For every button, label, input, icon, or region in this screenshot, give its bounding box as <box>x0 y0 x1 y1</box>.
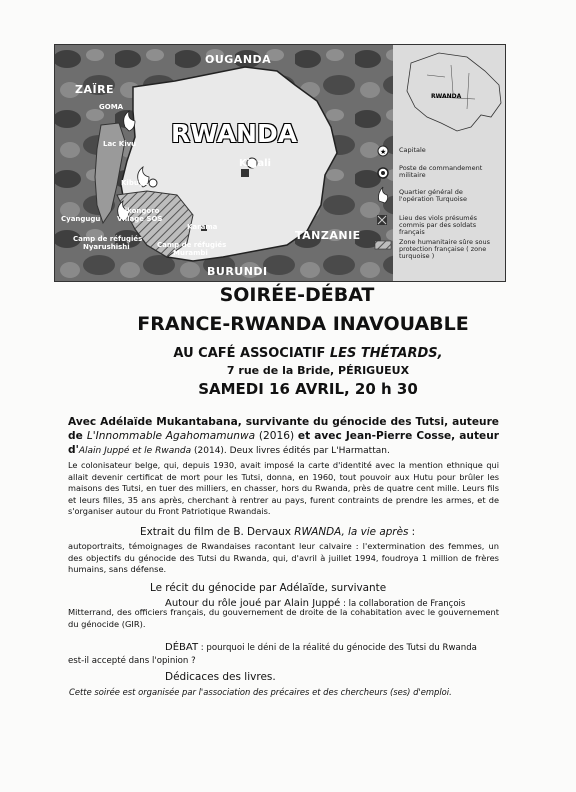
intro-book1: L'Innommable Agahomamunwa <box>86 430 256 442</box>
date-line: SAMEDI 16 AVRIL, 20 h 30 <box>198 380 418 398</box>
event-main-title: FRANCE-RWANDA INAVOUABLE <box>137 313 469 335</box>
intro-book2: Alain Juppé et le Rwanda <box>78 446 192 456</box>
camp-murambi-label: Camp de réfugiés <box>157 241 227 249</box>
address-line: 7 rue de la Bride, PÉRIGUEUX <box>226 364 410 377</box>
svg-text:★: ★ <box>380 148 387 156</box>
gikongoro-label: Gikongoro <box>119 207 160 215</box>
venue-line <box>0 346 576 361</box>
hatched-swatch-icon <box>375 241 391 249</box>
intro-d: (2014). Deux livres édités par L'Harmattan. <box>191 446 390 456</box>
kigali-label: Kigali <box>239 158 271 169</box>
history-paragraph: Le colonisateur belge, qui, depuis 1930, avait imposé la carte d'identité avec la mention ethnique qui allait devenir certificat de mort pour les Tutsi, donna, en 1960, tout pouvoir aux Hutu pour brûler les maisons des Tutsi, en tuer des milliers, en chasser, hors du Rwanda, près de quatre cent mille. Leurs fils et leurs filles, 35 ans après, cherchant à rentrer au pays, furent contraints de prendre les armes, et de s'organiser autour du Front Patriotique Rwandais. <box>68 460 499 517</box>
legend-zone: Zone humanitaire sûre sous protection française ( zone turquoise ) <box>399 238 490 260</box>
inset-rwanda-label: RWANDA <box>431 93 462 100</box>
debat-line <box>165 642 477 653</box>
film-title: RWANDA, la vie après <box>294 526 409 538</box>
legend-viols: Lieu des viols présumés commis par des soldats français <box>399 214 477 236</box>
intro-b: (2016) <box>255 430 298 442</box>
tanzania-label: TANZANIE <box>295 229 361 242</box>
village-sos-label: Village SOS <box>117 215 163 223</box>
film-description: autoportraits, témoignages de Rwandaises racontant leur calvaire : l'extermination des femmes, un des objectifs du génocide des Tutsi du Rwanda, qui, d'avril à juillet 1994, foudroya 1 million de frères humains, sans défense. <box>68 541 499 574</box>
cyangugu-label: Cyangugu <box>61 215 101 223</box>
juppe-desc-start: : la collaboration de François <box>340 599 466 609</box>
organizer-footer: Cette soirée est organisée par l'association des précaires et des chercheurs (ses) d'emploi. <box>69 687 452 697</box>
karama-label: Karama <box>187 223 218 231</box>
venue-prefix: AU CAFÉ ASSOCIATIF <box>173 346 330 361</box>
intro-a: Avec Adélaïde Mukantabana, survivante du génocide des Tutsi, auteure de <box>68 416 499 442</box>
film-line <box>140 526 415 538</box>
uganda-label: OUGANDA <box>205 53 272 66</box>
zaire-label: ZAÏRE <box>75 83 115 96</box>
rwanda-label: RWANDA <box>171 119 298 148</box>
juppe-description: Mitterrand, des officiers français, du gouvernement de droite de la cohabitation avec le gouvernement du génocide (GIR). <box>68 607 499 629</box>
venue-name: LES THÉTARDS, <box>329 346 443 361</box>
kibuye-label: Kibuye <box>121 179 149 187</box>
camp-nyarushishi-label: Camp de réfugiés <box>73 235 143 243</box>
event-type-title: SOIRÉE-DÉBAT <box>219 284 375 306</box>
film-prefix: Extrait du film de B. Dervaux <box>140 526 295 538</box>
legend-poste: Poste de commandement militaire <box>399 164 483 179</box>
debat-text-start: : pourquoi le déni de la réalité du génocide des Tutsi du Rwanda <box>198 643 477 653</box>
lac-kivu-label: Lac Kivu <box>103 140 137 148</box>
dedicaces-line: Dédicaces des livres. <box>165 671 276 683</box>
goma-label: GOMA <box>99 103 124 111</box>
film-suffix: : <box>408 526 416 538</box>
intro-c: et avec Jean-Pierre Cosse, auteur d' <box>68 430 499 456</box>
intro-paragraph <box>68 415 499 458</box>
debat-text: est-il accepté dans l'opinion ? <box>68 656 196 666</box>
debat-label: DÉBAT <box>165 642 199 653</box>
murambi-label: Murambi <box>173 249 208 257</box>
rwanda-map <box>54 44 506 282</box>
nyarushishi-label: Nyarushishi <box>83 243 130 251</box>
legend-qg: Quartier général de l'opération Turquoise <box>399 188 467 203</box>
juppe-title: Autour du rôle joué par Alain Juppé <box>165 598 341 609</box>
recit-line: Le récit du génocide par Adélaïde, survivante <box>150 582 387 594</box>
burundi-label: BURUNDI <box>207 265 268 278</box>
legend-capitale: Capitale <box>399 146 426 154</box>
